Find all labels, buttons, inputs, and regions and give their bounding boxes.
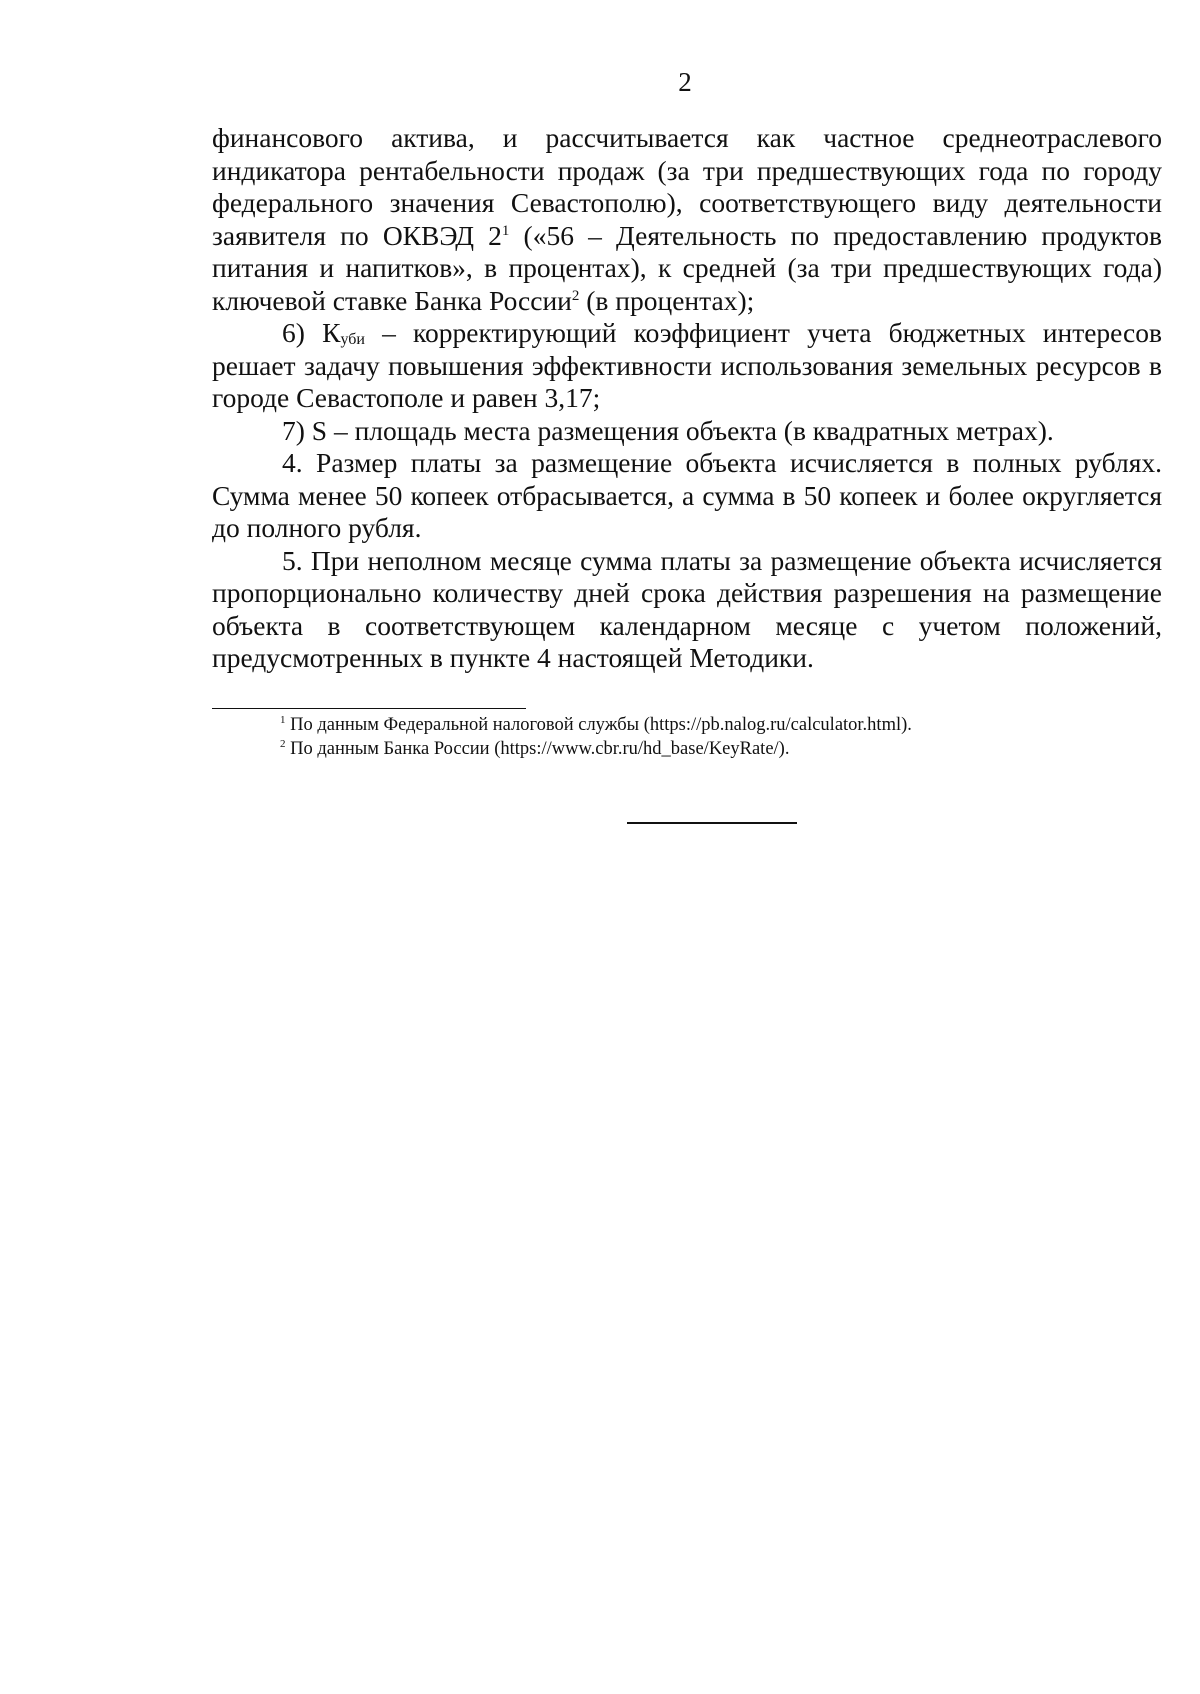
- paragraph-continuation: [212, 122, 1162, 317]
- paragraph-text: – корректирующий коэффициент учета бюджетных интересов решает задачу повышения эффективности использования земельных ресурсов в городе Севастополе и равен 3,17;: [212, 317, 1162, 413]
- paragraph-item-6: [212, 317, 1162, 415]
- footnote-ref-2: 2: [571, 287, 580, 304]
- page-number: 2: [678, 67, 692, 97]
- paragraph-text: финансового актива, и рассчитывается как частное среднеотраслевого индикатора рентабельности продаж (за три предшествующих года по городу федерального значения Севастополю), соответствующего виду деятельности заявителя по ОКВЭД 2: [212, 122, 1162, 251]
- end-of-document-line: [627, 822, 797, 824]
- paragraph-clause-5: 5. При неполном месяце сумма платы за размещение объекта исчисляется пропорционально количеству дней срока действия разрешения на размещение объекта в соответствующем календарном месяце с учетом положений, предусмотренных в пункте 4 настоящей Методики.: [212, 544, 1162, 673]
- item-prefix: 6) К: [282, 317, 341, 348]
- footnote-mark: 1: [280, 713, 286, 726]
- coefficient-subscript: уби: [340, 331, 365, 348]
- footnote-mark: 2: [280, 737, 286, 750]
- footnote-1: [280, 713, 1160, 737]
- footnote-ref-1: 1: [501, 222, 510, 239]
- paragraph-clause-4: 4. Размер платы за размещение объекта исчисляется в полных рублях. Сумма менее 50 копеек отбрасывается, а сумма в 50 копеек и более округляется до полного рубля.: [212, 447, 1162, 543]
- document-body: [212, 122, 1162, 675]
- paragraph-text: («56 – Деятельность по предоставлению продуктов питания и напитков», в процентах), к средней (за три предшествующих года) ключевой ставке Банка России: [212, 219, 1162, 316]
- footnote-2: [280, 737, 1160, 761]
- footnote-text: По данным Федеральной налоговой службы (https://pb.nalog.ru/calculator.html).: [285, 715, 912, 735]
- footnote-separator: [212, 708, 526, 709]
- footnotes: [280, 713, 1160, 761]
- footnote-text: По данным Банка России (https://www.cbr.ru/hd_base/KeyRate/).: [285, 739, 790, 759]
- paragraph-text: (в процентах);: [579, 284, 755, 316]
- paragraph-item-7: 7) S – площадь места размещения объекта (в квадратных метрах).: [282, 414, 1054, 446]
